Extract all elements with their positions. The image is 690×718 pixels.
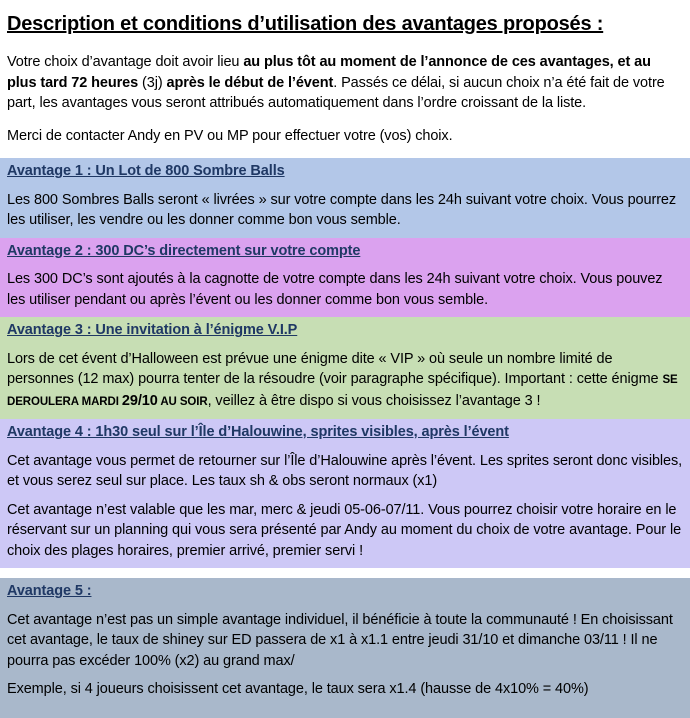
- advantage-1-section: [0, 158, 690, 238]
- advantage-5-heading: Avantage 5 :: [7, 583, 92, 599]
- page-title: Description et conditions d’utilisation des avantages proposés :: [7, 13, 604, 35]
- advantage-1-body: Les 800 Sombres Balls seront « livrées » sur votre compte dans les 24h suivant votre choix. Vous pourrez les utiliser, les vendre ou les donner comme bon vous semble.: [7, 191, 677, 228]
- contact-instruction: Merci de contacter Andy en PV ou MP pour effectuer votre (vos) choix.: [7, 127, 453, 144]
- advantage-5-section: [0, 578, 690, 718]
- advantage-4-body-paragraph-1: Cet avantage vous permet de retourner sur l’Île d’Halouwine après l’évent. Les sprites seront donc visibles, et vous serez seul sur place. Les taux sh & obs seront normaux (x1): [7, 452, 683, 489]
- advantage-2-body: Les 300 DC’s sont ajoutés à la cagnotte de votre compte dans les 24h suivant votre choix. Vous pouvez les utiliser pendant ou après l’évent ou les donner comme bon vous semble.: [7, 271, 663, 308]
- advantage-3-heading: Avantage 3 : Une invitation à l’énigme V.I.P: [7, 322, 298, 338]
- advantage-3-section: [0, 317, 690, 419]
- advantage-4-body-paragraph-2: Cet avantage n’est valable que les mar, merc & jeudi 05-06-07/11. Vous pourrez choisir votre horaire en le réservant sur un planning qui vous sera présenté par Andy au moment du choix de votre avantage. Pour le choix des plages horaires, premier arrivé, premier servi !: [7, 501, 682, 559]
- advantage-2-heading: Avantage 2 : 300 DC’s directement sur votre compte: [7, 242, 361, 259]
- section-divider: [0, 568, 690, 578]
- advantage-2-section: [0, 238, 690, 318]
- advantage-4-section: [0, 419, 690, 568]
- advantage-5-body-paragraph-2: Exemple, si 4 joueurs choisissent cet avantage, le taux sera x1.4 (hausse de 4x10% = 40%): [7, 681, 589, 697]
- intro-paragraph: Votre choix d’avantage doit avoir lieu au plus tôt au moment de l’annonce de ces avantages, et au plus tard 72 heures (3j) après le début de l’évent. Passés ce délai, si aucun choix n’a été fait de votre part, les avantages vous seront attribués automatiquement dans l’ordre croissant de la liste.: [7, 54, 665, 111]
- advantage-4-heading: Avantage 4 : 1h30 seul sur l’Île d’Halouwine, sprites visibles, après l’évent: [7, 424, 509, 440]
- advantage-5-body-paragraph-1: Cet avantage n’est pas un simple avantage individuel, il bénéficie à toute la communauté ! En choisissant cet avantage, le taux de shiney sur ED passera de x1 à x1.1 entre jeudi 31/10 et dimanche 03/11 ! Il ne pourra pas excéder 100% (x2) au grand max/: [7, 611, 673, 669]
- advantage-3-body: Lors de cet évent d’Halloween est prévue une énigme dite « VIP » où seule un nombre limité de personnes (12 max) pourra tenter de la résoudre (voir paragraphe spécifique). Important : cette énigme SE DEROULERA MARDI 29/10 AU SOIR, veillez à être dispo si vous choisissez l’avantage 3 !: [7, 350, 678, 409]
- advantage-1-heading: Avantage 1 : Un Lot de 800 Sombre Balls: [7, 163, 285, 179]
